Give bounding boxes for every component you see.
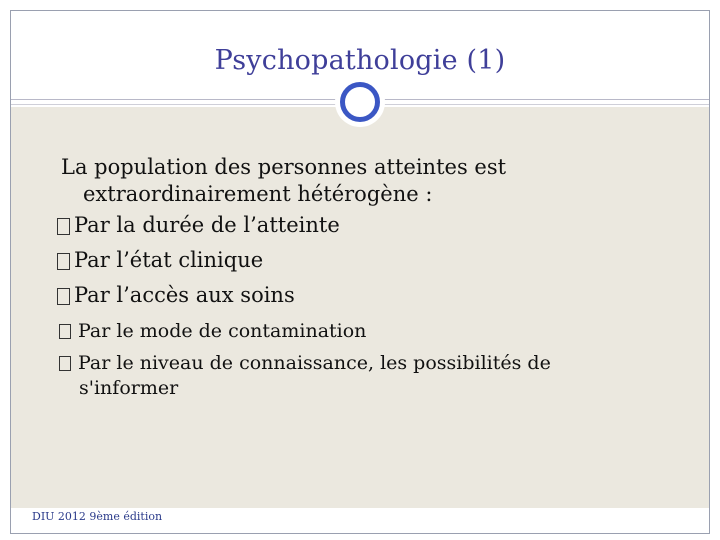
footer-label: DIU 2012 9ème édition: [32, 510, 163, 523]
lead-line-1: La population des personnes atteintes est: [61, 155, 507, 179]
slide-body: [61, 154, 661, 401]
list-item: [59, 315, 661, 347]
lead-line-2: extraordinairement hétérogène :: [83, 182, 433, 206]
checkbox-bullet-icon: [57, 288, 70, 305]
bullet-text: Par l’accès aux soins: [74, 283, 295, 307]
checkbox-bullet-icon: [59, 356, 71, 371]
list-item: [57, 243, 661, 278]
circle-badge-icon: [340, 82, 380, 122]
bullet-text: Par la durée de l’atteinte: [74, 213, 340, 237]
checkbox-bullet-icon: [59, 324, 71, 339]
bullet-text: Par le mode de contamination: [78, 320, 367, 342]
checkbox-bullet-icon: [57, 218, 70, 235]
list-item: [57, 208, 661, 243]
bullet-text: Par le niveau de connaissance, les possibilités de: [78, 352, 551, 374]
footer-rule: [11, 533, 709, 534]
bullet-continuation: s'informer: [79, 377, 179, 399]
lead-paragraph: [61, 154, 661, 208]
bullet-text: Par l’état clinique: [74, 248, 264, 272]
checkbox-bullet-icon: [57, 253, 70, 270]
list-item: [57, 278, 661, 313]
slide-title: Psychopathologie (1): [214, 45, 506, 76]
